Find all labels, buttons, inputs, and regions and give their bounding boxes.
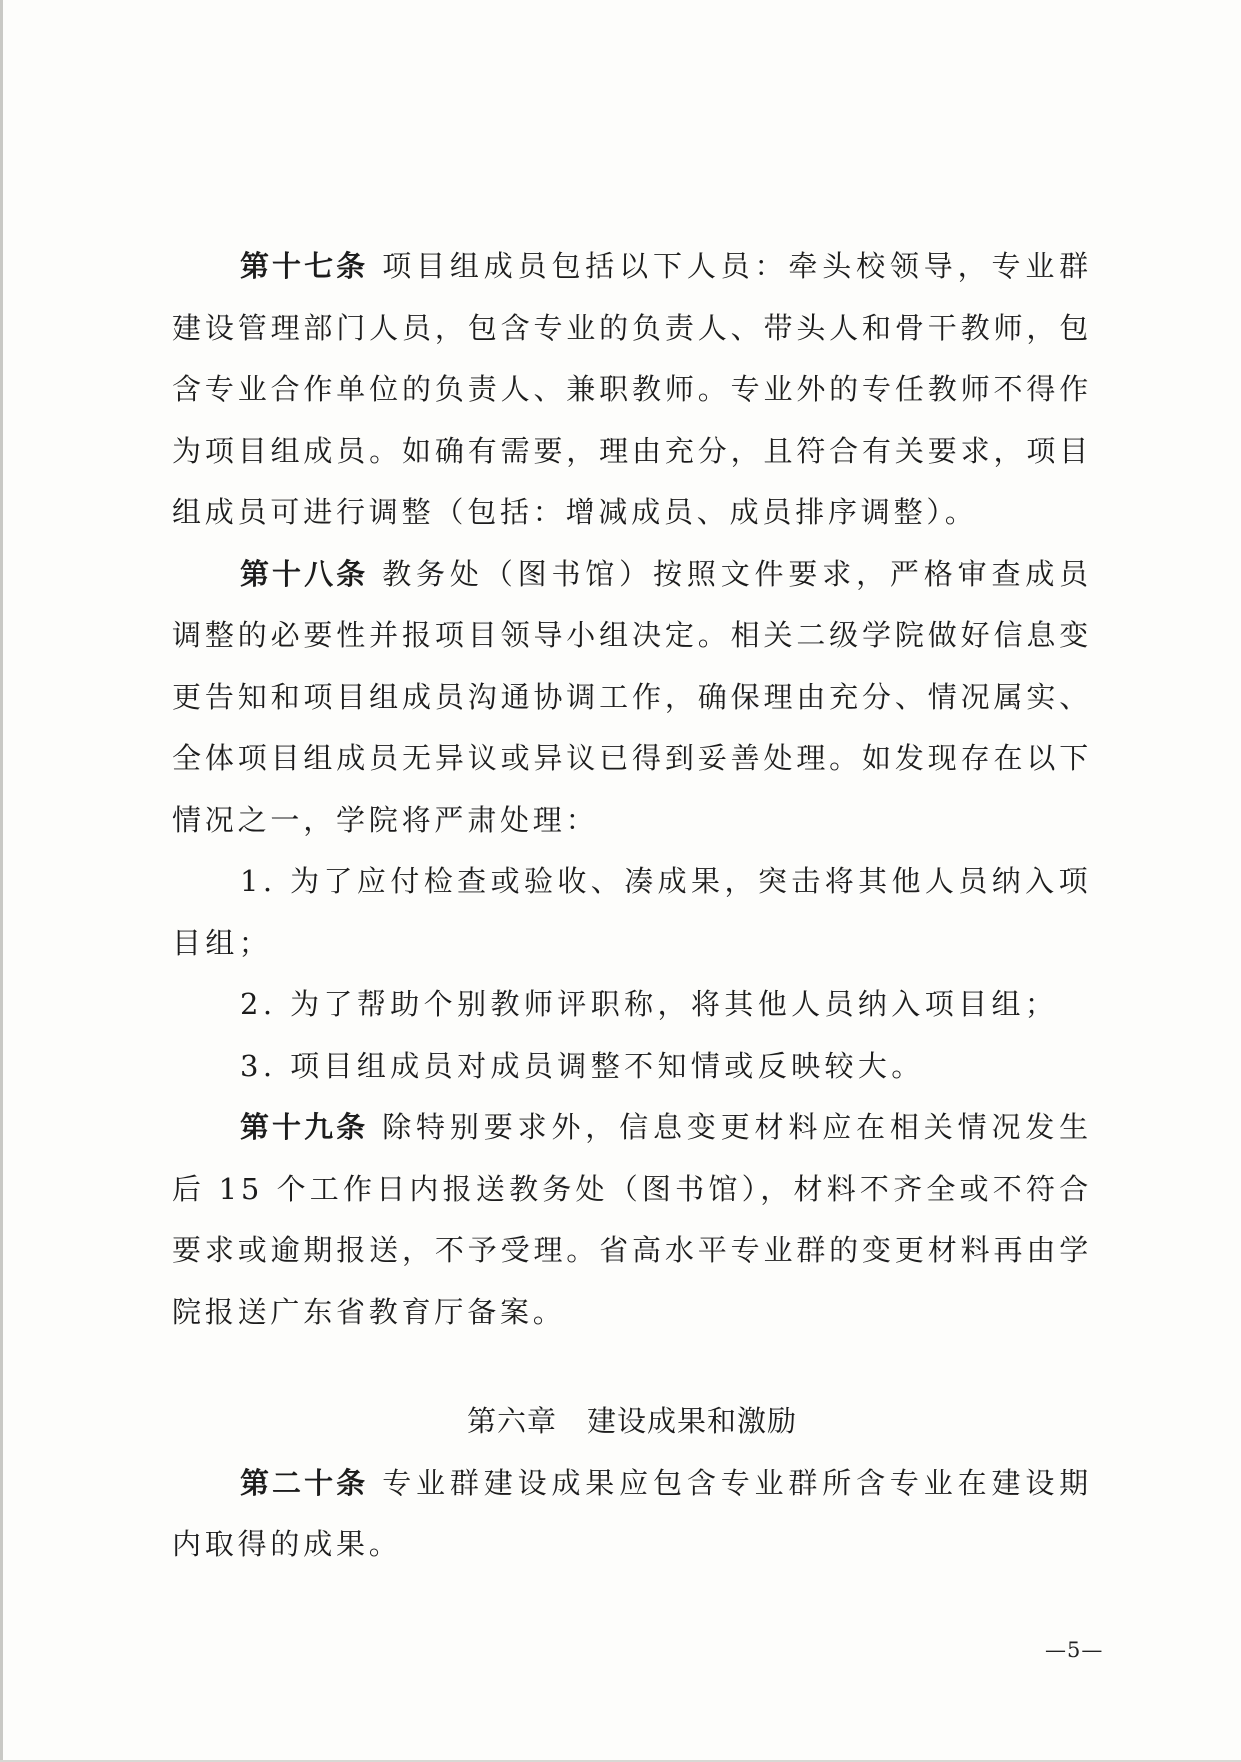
scan-edge bbox=[0, 0, 3, 1762]
article-17-heading: 第十七条 bbox=[240, 249, 369, 283]
chapter-number: 第六章 bbox=[466, 1404, 557, 1438]
article-17-text: 项目组成员包括以下人员：牵头校领导，专业群建设管理部门人员，包含专业的负责人、带头人和骨干教师，包含专业合作单位的负责人、兼职教师。专业外的专任教师不得作为项目组成员。如确有需要，理由充分，且符合有关要求，项目组成员可进行调整（包括：增减成员、成员排序调整）。 bbox=[172, 249, 1092, 529]
article-18-text: 教务处（图书馆）按照文件要求，严格审查成员调整的必要性并报项目领导小组决定。相关二级学院做好信息变更告知和项目组成员沟通协调工作，确保理由充分、情况属实、全体项目组成员无异议或异议已得到妥善处理。如发现存在以下情况之一，学院将严肃处理： bbox=[172, 556, 1092, 837]
chapter-title: 建设成果和激励 bbox=[587, 1404, 798, 1438]
article-19 bbox=[172, 1097, 1092, 1343]
article-20-heading: 第二十条 bbox=[240, 1465, 369, 1500]
article-18-heading: 第十八条 bbox=[240, 556, 369, 591]
article-19-text: 除特别要求外，信息变更材料应在相关情况发生后 15 个工作日内报送教务处（图书馆），材料不齐全或不符合要求或逾期报送，不予受理。省高水平专业群的变更材料再由学院报送广东省教育厅备案。 bbox=[172, 1110, 1092, 1329]
article-20 bbox=[172, 1453, 1092, 1576]
document-body bbox=[172, 236, 1092, 1576]
article-18 bbox=[172, 544, 1092, 852]
article-19-heading: 第十九条 bbox=[240, 1110, 369, 1144]
list-item-2: 2. 为了帮助个别教师评职称，将其他人员纳入项目组； bbox=[240, 987, 1059, 1021]
page-number: —5— bbox=[1045, 1638, 1104, 1662]
list-item-3: 3. 项目组成员对成员调整不知情或反映较大。 bbox=[240, 1048, 925, 1083]
list-item-1: 1. 为了应付检查或验收、凑成果，突击将其他人员纳入项目组； bbox=[172, 864, 1092, 960]
chapter-heading bbox=[172, 1391, 1092, 1453]
article-17 bbox=[172, 236, 1092, 544]
article-20-text: 专业群建设成果应包含专业群所含专业在建设期内取得的成果。 bbox=[172, 1465, 1092, 1561]
